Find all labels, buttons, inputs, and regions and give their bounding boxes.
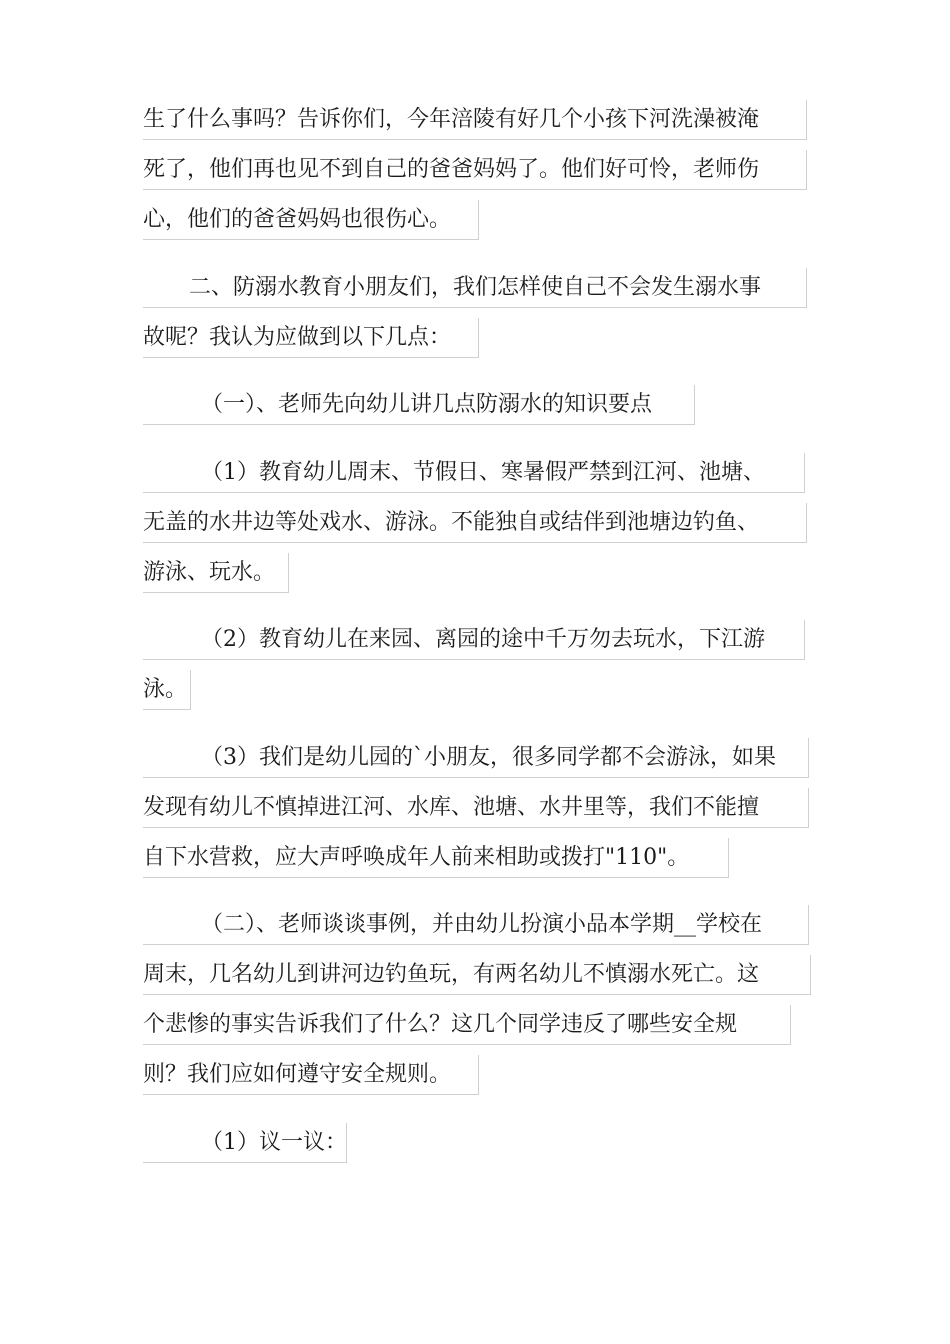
subsection-heading-line: （一）、老师先向幼儿讲几点防溺水的知识要点 — [143, 385, 695, 425]
paragraph-line: 心，他们的爸爸妈妈也很伤心。 — [143, 200, 479, 240]
paragraph-line: 发现有幼儿不慎掉进江河、水库、池塘、水井里等，我们不能擅 — [143, 788, 809, 828]
paragraph-line: 泳。 — [143, 670, 191, 710]
list-item-line: （3）我们是幼儿园的`小朋友，很多同学都不会游泳，如果 — [143, 738, 809, 778]
section-heading-line: 二、防溺水教育小朋友们，我们怎样使自己不会发生溺水事 — [143, 268, 807, 308]
paragraph-line: 自下水营救，应大声呼唤成年人前来相助或拨打"110"。 — [143, 838, 729, 878]
list-item-line: （1）教育幼儿周末、节假日、寒暑假严禁到江河、池塘、 — [143, 453, 805, 493]
paragraph-line: 无盖的水井边等处戏水、游泳。不能独自或结伴到池塘边钓鱼、 — [143, 503, 807, 543]
list-item-line: （2）教育幼儿在来园、离园的途中千万勿去玩水，下江游 — [143, 620, 805, 660]
paragraph-line: 个悲惨的事实告诉我们了什么？这几个同学违反了哪些安全规 — [143, 1005, 791, 1045]
paragraph-line: 周末，几名幼儿到讲河边钓鱼玩，有两名幼儿不慎溺水死亡。这 — [143, 955, 811, 995]
paragraph-line: 则？我们应如何遵守安全规则。 — [143, 1055, 479, 1095]
paragraph-line: 故呢？我认为应做到以下几点： — [143, 318, 479, 358]
subsection-heading-line: （二）、老师谈谈事例，并由幼儿扮演小品本学期__学校在 — [143, 905, 809, 945]
list-item-line: （1）议一议： — [143, 1123, 347, 1163]
paragraph-line: 死了，他们再也见不到自己的爸爸妈妈了。他们好可怜，老师伤 — [143, 150, 807, 190]
paragraph-line: 生了什么事吗？告诉你们，今年涪陵有好几个小孩下河洗澡被淹 — [143, 100, 807, 140]
paragraph-line: 游泳、玩水。 — [143, 553, 289, 593]
